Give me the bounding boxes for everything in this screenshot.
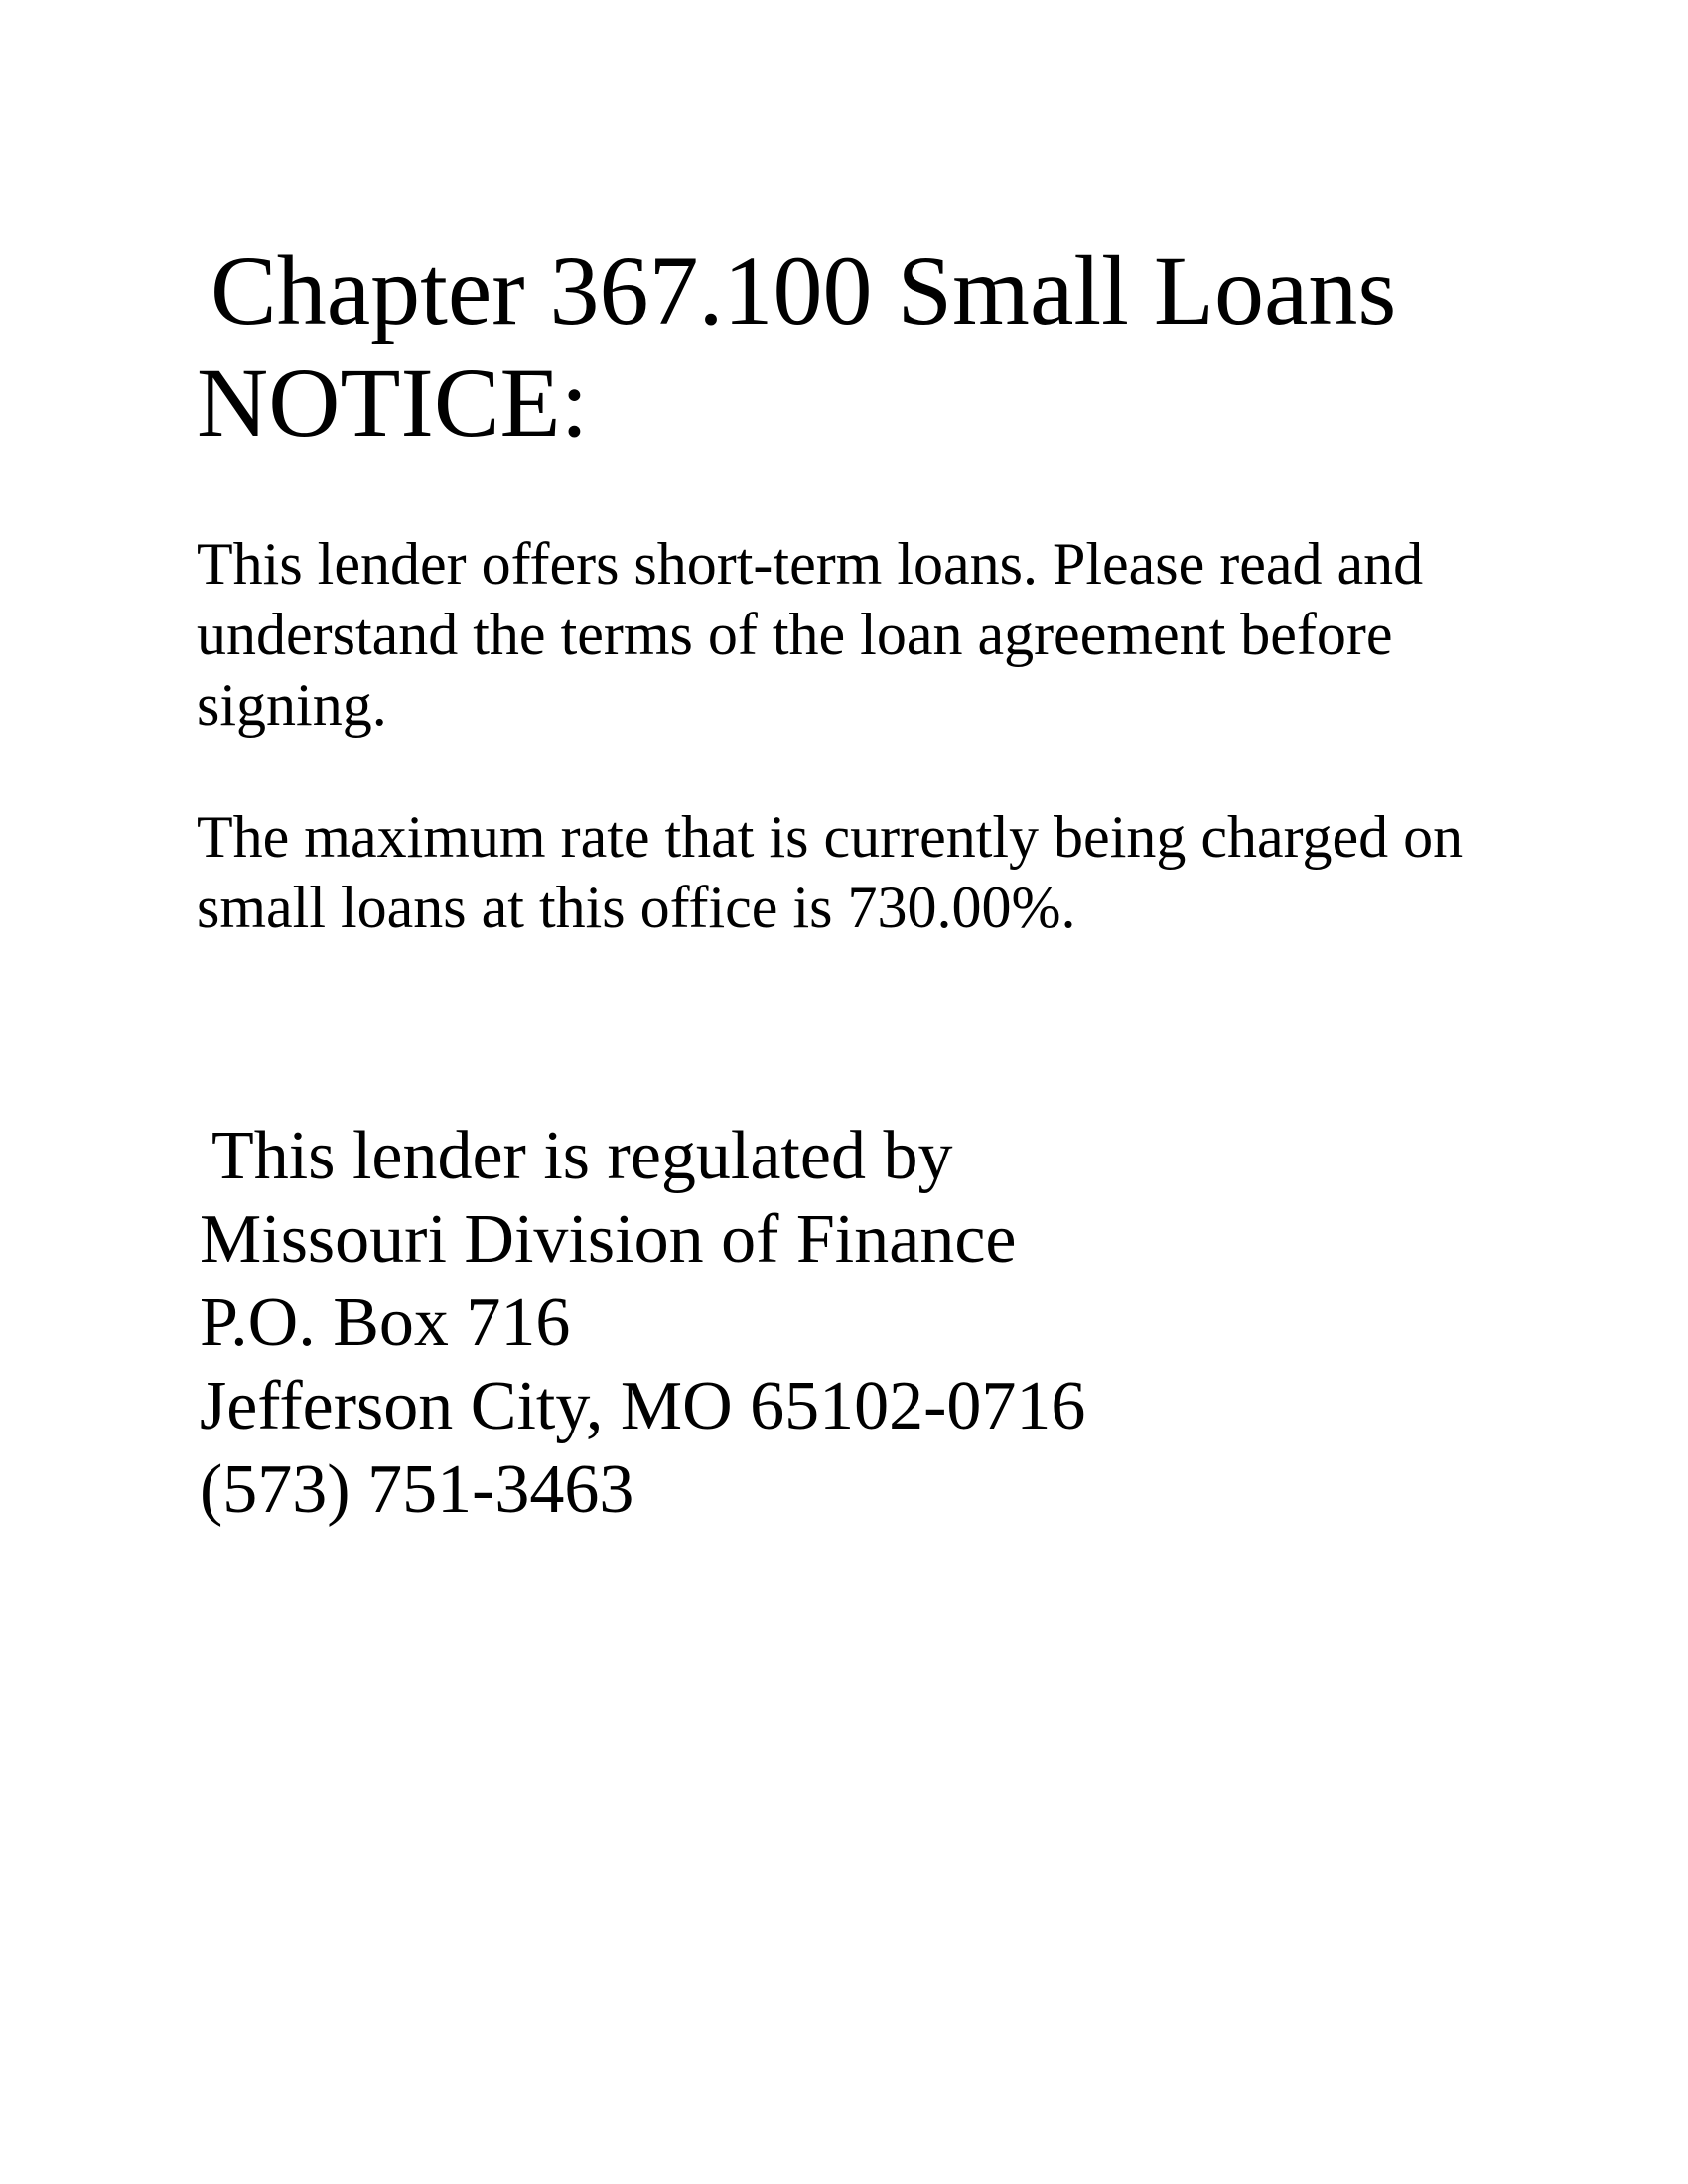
rate-line-1: The maximum rate that is currently being charged on [197,804,1464,870]
title-line-chapter: Chapter 367.100 Small Loans [211,235,1397,345]
notice-title [197,234,1396,459]
intro-line-2: understand the terms of the loan agreement before [197,602,1393,667]
regulator-block [200,1115,1085,1532]
intro-line-1: This lender offers short-term loans. Please read and [197,531,1424,597]
intro-line-3: signing. [197,672,387,738]
regulator-po-box-line: P.O. Box 716 [200,1285,571,1361]
rate-line-2: small loans at this office is 730.00%. [197,875,1076,940]
rate-paragraph [197,802,1463,943]
regulator-phone-line: (573) 751-3463 [200,1451,634,1528]
title-line-notice: NOTICE: [197,347,589,458]
regulator-intro-line: This lender is regulated by [211,1118,953,1194]
regulator-name-line: Missouri Division of Finance [200,1201,1017,1278]
regulator-city-line: Jefferson City, MO 65102-0716 [200,1368,1086,1444]
intro-paragraph [197,529,1423,741]
